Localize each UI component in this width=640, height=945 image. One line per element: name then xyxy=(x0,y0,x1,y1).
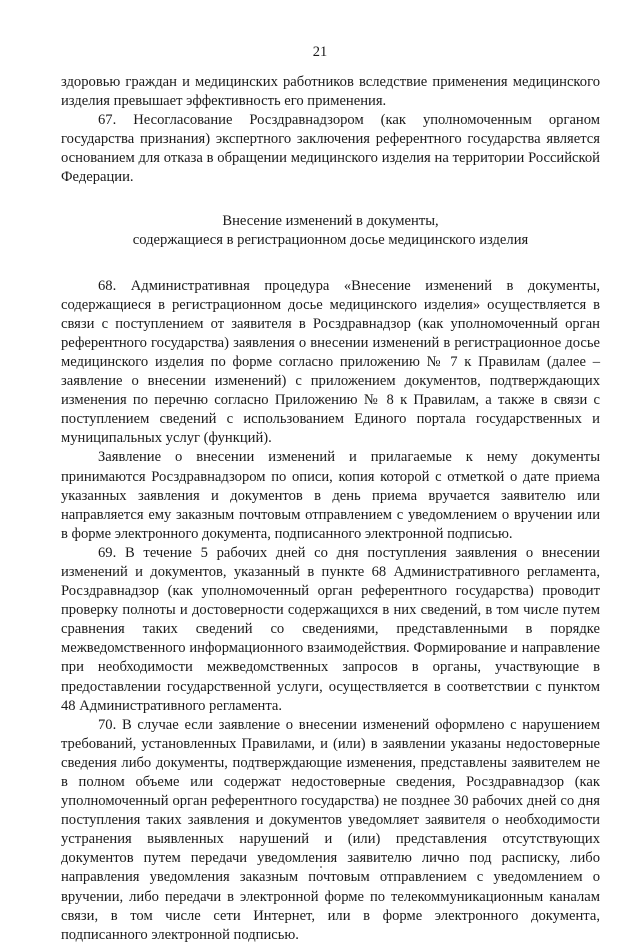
paragraph-68-continued: Заявление о внесении изменений и прилагаемые к нему документы принимаются Росздравнадзором по описи, копия которой с отметкой о дате приема указанных заявления и документов в день приема вручается заявителю или направляется ему заказным почтовым отправлением с уведомлением о вручении или в форме электронного документа, подписанного электронной подписью. xyxy=(61,449,600,542)
paragraph-70: 70. В случае если заявление о внесении изменений оформлено с нарушением требований, установленных Правилами, и (или) в заявлении указаны недостоверные сведения либо документы, подтверждающие изменения, представлены заявителем не в полном объеме или содержат недостоверные сведения, Росздравнадзор (как уполномоченный орган референтного государства) не позднее 30 рабочих дней со дня поступления таких заявления и документов уведомляет заявителя о необходимости устранения выявленных нарушений и (или) представления отсутствующих документов путем передачи уведомления заявителю лично под расписку, либо направления уведомления заказным почтовым отправлением с уведомлением о вручении, либо передачи в электронной форме по телекоммуникационным каналам связи, в том числе сети Интернет, или в форме электронного документа, подписанного электронной подписью. xyxy=(61,716,600,943)
paragraph-67: 67. Несогласование Росздравнадзором (как уполномоченным органом государства признания) экспертного заключения референтного государства является основанием для отказа в обращении медицинского изделия на территории Российской Федерации. xyxy=(61,112,600,186)
section-heading-line-1: Внесение изменений в документы, xyxy=(222,212,439,229)
page-number: 21 xyxy=(312,44,328,60)
paragraph-68: 68. Административная процедура «Внесение изменений в документы, содержащиеся в регистрационном досье медицинского изделия» осуществляется в связи с поступлением от заявителя в Росздравнадзор (как уполномоченный орган референтного государства) заявления о внесении изменений в регистрационное досье медицинского изделия по форме согласно приложению № 7 к Правилам (далее – заявление о внесении изменений) с приложением документов, подтверждающих изменения по перечню согласно Приложению № 8 к Правилам, а также в связи с поступлением сведений с использованием Единого портала государственных и муниципальных услуг (функций). xyxy=(61,277,600,447)
paragraph-continuation: здоровью граждан и медицинских работников вследствие применения медицинского изделия превышает эффективность его применения. xyxy=(61,74,600,110)
section-heading-line-2: содержащиеся в регистрационном досье медицинского изделия xyxy=(132,232,529,249)
section-heading xyxy=(61,212,600,251)
document-body xyxy=(61,73,600,945)
scan-speck xyxy=(320,866,322,868)
paragraph-69: 69. В течение 5 рабочих дней со дня поступления заявления о внесении изменений и документов, указанный в пункте 68 Административного регламента, Росздравнадзор (как уполномоченный орган референтного государства) проводит проверку полноты и достоверности содержащихся в них сведений, в том числе путем сравнения таких сведений со сведениями, представленными в порядке межведомственного информационного взаимодействия. Формирование и направление при необходимости межведомственных запросов в органы, участвующие в предоставлении государственной услуги, осуществляется в соответствии с пунктом 48 Административного регламента. xyxy=(61,544,600,714)
